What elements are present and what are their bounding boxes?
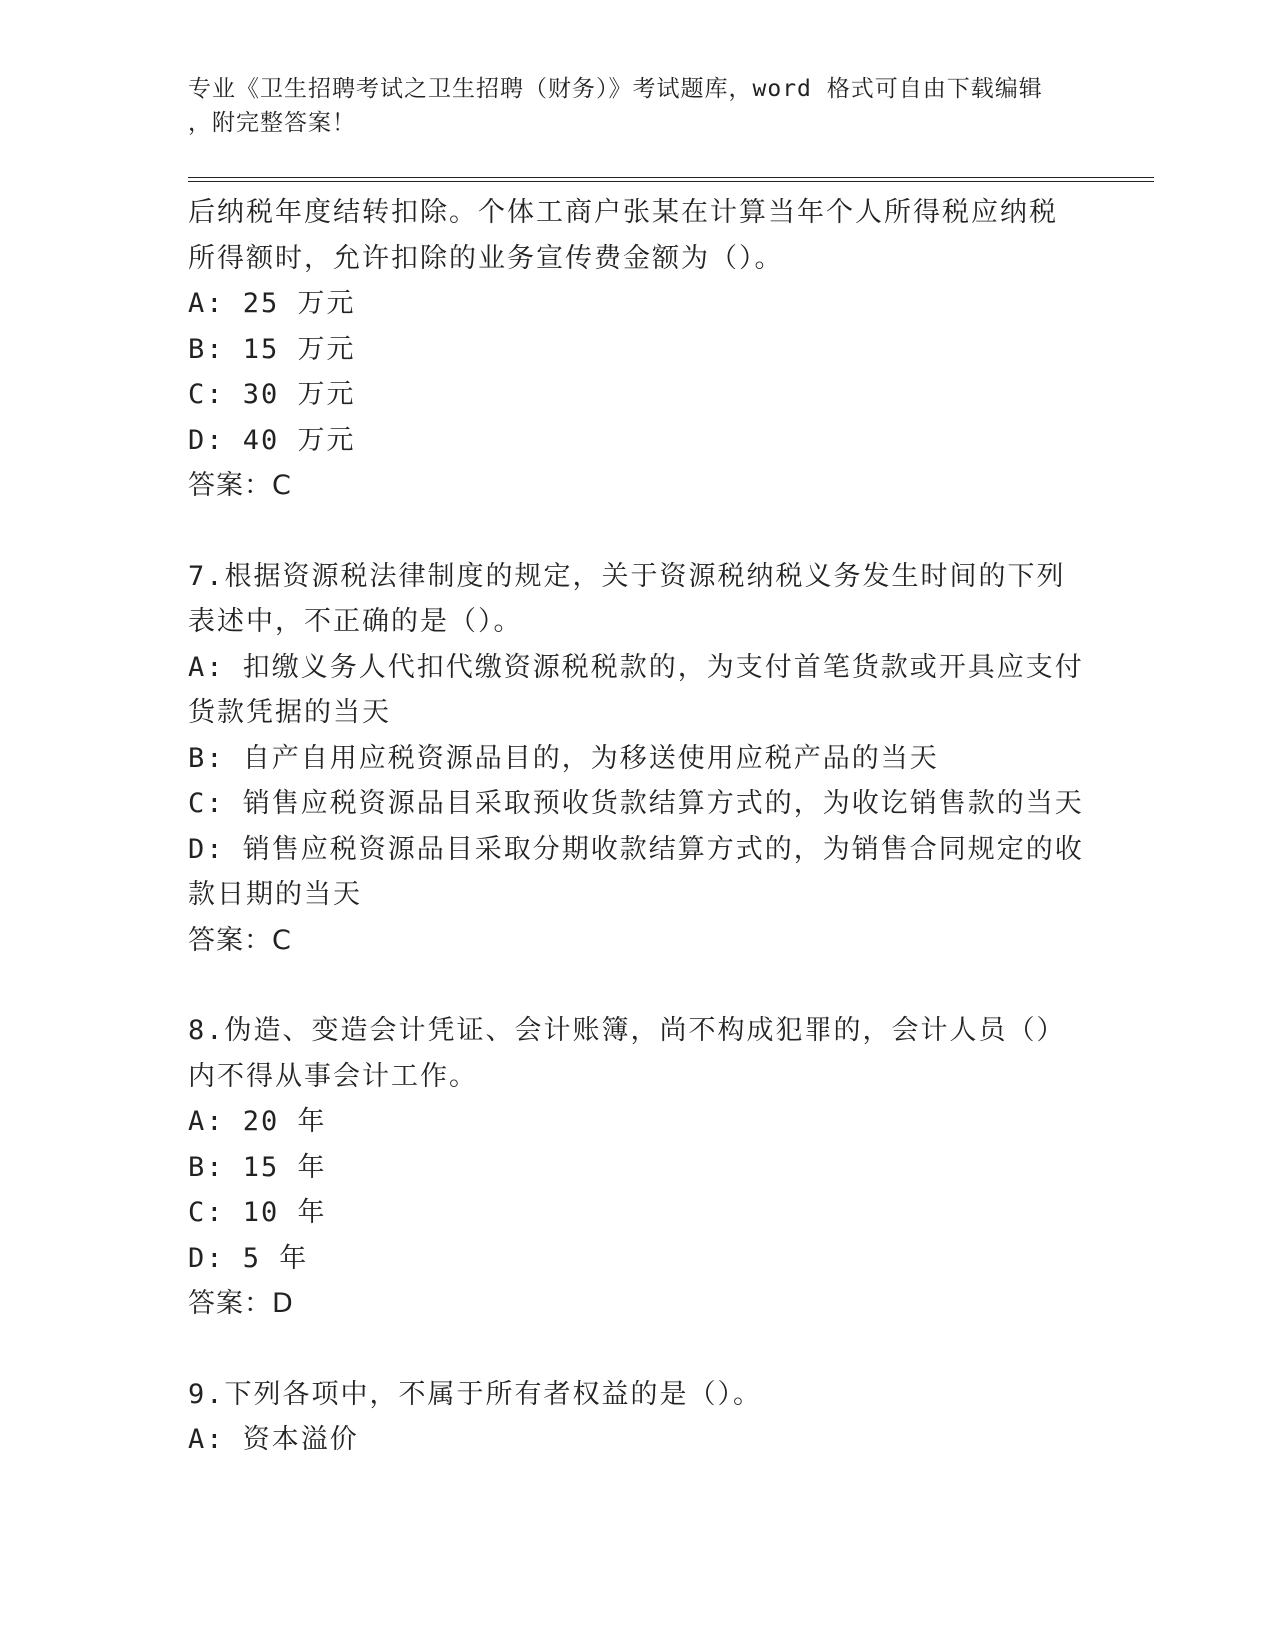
header-line-1: 专业《卫生招聘考试之卫生招聘（财务）》考试题库，word 格式可自由下载编辑 [188,76,1043,102]
header-line-2: ，附完整答案！ [188,110,356,136]
question-stem: 内不得从事会计工作。 [188,1060,478,1092]
answer: 答案：D [188,1288,294,1319]
question-7 [188,554,1088,964]
option-a: A: 扣缴义务人代扣代缴资源税税款的，为支付首笔货款或开具应支付 [188,651,1084,683]
option-c: C: 销售应税资源品目采取预收货款结算方式的，为收讫销售款的当天 [188,788,1084,819]
header-divider-bottom [188,181,1154,182]
question-9 [188,1372,1088,1463]
question-stem: 9.下列各项中，不属于所有者权益的是（）。 [188,1378,763,1410]
option-d-continued: 款日期的当天 [188,879,362,910]
question-stem: 后纳税年度结转扣除。个体工商户张某在计算当年个人所得税应纳税 [188,197,1058,228]
question-list [188,190,1088,1463]
document-header [188,72,1068,140]
option-b: B: 15 万元 [188,333,356,365]
option-b: B: 自产自用应税资源品目的，为移送使用应税产品的当天 [188,742,939,774]
option-d: D: 5 年 [188,1242,309,1274]
option-a: A: 资本溢价 [188,1424,359,1455]
question-stem: 8.伪造、变造会计凭证、会计账簿，尚不构成犯罪的，会计人员（） [188,1015,1066,1046]
question-stem: 所得额时，允许扣除的业务宣传费金额为（）。 [188,242,784,274]
question-stem: 表述中，不正确的是（）。 [188,606,523,637]
header-divider-top [188,177,1154,178]
option-d: D: 销售应税资源品目采取分期收款结算方式的，为销售合同规定的收 [188,833,1084,865]
option-c: C: 10 年 [188,1197,327,1228]
option-c: C: 30 万元 [188,379,356,410]
question-8 [188,1008,1088,1327]
option-a: A: 25 万元 [188,288,356,319]
answer: 答案：C [188,470,292,501]
question-spacer [188,509,1088,554]
option-a-continued: 货款凭据的当天 [188,697,391,728]
question-spacer [188,1327,1088,1372]
question-6 [188,190,1088,509]
answer: 答案：C [188,924,292,956]
option-d: D: 40 万元 [188,424,356,456]
question-stem: 7.根据资源税法律制度的规定，关于资源税纳税义务发生时间的下列 [188,560,1066,592]
option-a: A: 20 年 [188,1106,327,1137]
option-b: B: 15 年 [188,1151,327,1183]
question-spacer [188,963,1088,1008]
